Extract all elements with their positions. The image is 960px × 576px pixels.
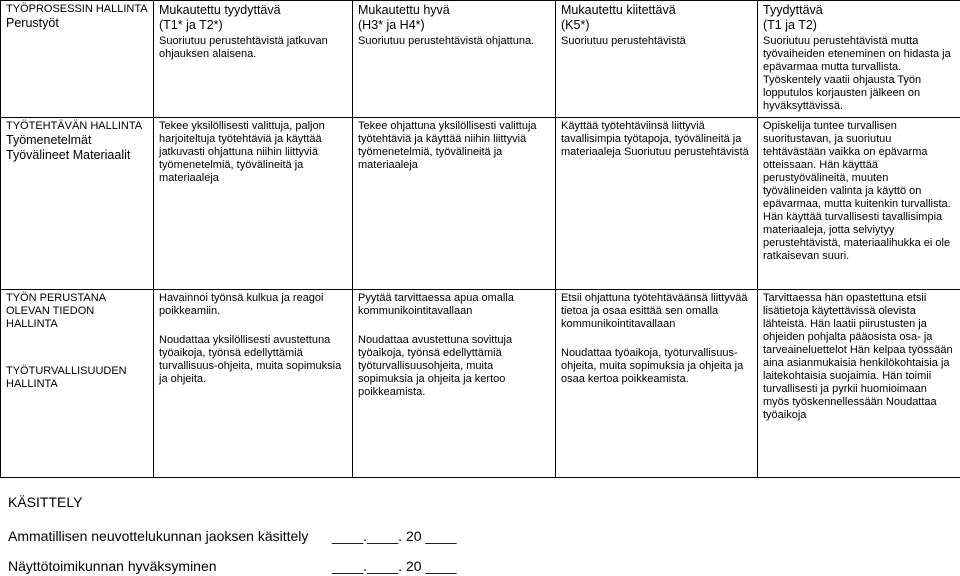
column-description: Suoriutuu perustehtävistä mutta työvaiheiden eteneminen on hidasta ja epävarmaa mutta turvallista. Työskentely vaatii ohjausta Työn lopputulos korjausten jälkeen on hyväksyttävissä. — [763, 35, 951, 112]
table-cell — [154, 290, 353, 478]
cell-text-knowledge: Pyytää tarvittaessa apua omalla kommunikointitavallaan — [358, 292, 514, 317]
column-level: (K5*) — [561, 18, 590, 32]
table-cell — [556, 290, 758, 478]
column-description: Suoriutuu perustehtävistä ohjattuna. — [358, 35, 535, 47]
column-title: Mukautettu tyydyttävä — [159, 3, 281, 17]
row-title: TYÖN PERUSTANA OLEVAN TIEDON HALLINTA — [6, 292, 106, 330]
row-title-secondary: TYÖTURVALLISUUDEN HALLINTA — [6, 365, 127, 390]
section-title-cell — [1, 1, 154, 118]
table-cell — [758, 290, 960, 478]
cell-text-safety: Noudattaa yksilöllisesti avustettuna työaikoja, työnsä edellyttämiä turvallisuus-ohjeita, muita sopimuksia ja ohjeita. — [159, 334, 342, 385]
section-title: TYÖPROSESSIN HALLINTA — [6, 3, 148, 15]
table-cell: Käyttää työtehtäviinsä liittyviä tavallisimpia työtapoja, työvälineitä ja materiaaleja Suoriutuu perustehtävistä — [556, 118, 758, 290]
footer-heading: KÄSITTELY — [8, 494, 83, 510]
approval-label-committee: Ammatillisen neuvottelukunnan jaoksen käsittely — [8, 528, 309, 544]
column-title: Mukautettu hyvä — [358, 3, 450, 17]
table-row — [1, 118, 960, 290]
cell-text-knowledge: Havainnoi työnsä kulkua ja reagoi poikkeamiin. — [159, 292, 324, 317]
table-cell: Opiskelija tuntee turvallisen suoritustavan, ja suoriutuu tehtävästään vaikka on epävarma otteissaan. Hän käyttää perustyövälineitä, muuten työvälineiden valinta ja käyttö on epävarmaa, mutta kuitenkin turvallista. Hän käyttää turvallisesti tavallisimpia materiaaleja, jotta selviytyy perustehtävistä, materiaalihukka ei ole ratkaisevan suuri. — [758, 118, 960, 290]
row-title-cell — [1, 290, 154, 478]
column-title: Mukautettu kiitettävä — [561, 3, 676, 17]
column-header-mukautettu-kiitettava — [556, 1, 758, 118]
cell-text-knowledge: Tarvittaessa hän opastettuna etsii lisätietoja käytettävissä olevista lähteistä. Hän laatii piirustusten ja ohjeiden pohjalta pääosista osa- ja tarveaineluettelot Hän kelpaa työssään aina asianmukaisia henkilökohtaisia ja laitekohtaisia suojaimia. Hän toimii turvallisesti ja pyrkii huomioimaan myös työskennellessään Noudattaa työaikoja — [763, 292, 953, 421]
table-row — [1, 290, 960, 478]
date-field-committee[interactable]: ____.____. 20 ____ — [332, 528, 457, 544]
date-field-board[interactable]: ____.____. 20 ____ — [332, 558, 457, 574]
approval-label-board: Näyttötoimikunnan hyväksyminen — [8, 558, 217, 574]
row-title: TYÖTEHTÄVÄN HALLINTA — [6, 120, 143, 132]
cell-text-knowledge: Etsii ohjattuna työtehtäväänsä liittyvää tietoa ja osaa esittää sen omalla kommunikointitavallaan — [561, 292, 748, 330]
section-subtitle: Perustyöt — [6, 16, 59, 30]
column-header-mukautettu-tyydyttava — [154, 1, 353, 118]
column-title: Tyydyttävä — [763, 3, 823, 17]
table-cell — [353, 290, 556, 478]
column-level: (H3* ja H4*) — [358, 18, 425, 32]
row-title-cell — [1, 118, 154, 290]
column-header-mukautettu-hyva — [353, 1, 556, 118]
column-level: (T1* ja T2*) — [159, 18, 223, 32]
cell-text-safety: Noudattaa työaikoja, työturvallisuus-ohjeita, muita sopimuksia ja ohjeita ja osaa kertoa poikkeamista. — [561, 347, 744, 385]
column-description: Suoriutuu perustehtävistä — [561, 35, 686, 47]
cell-text-safety: Noudattaa avustettuna sovittuja työaikoja, työnsä edellyttämiä työturvallisuusohjeita, muita sopimuksia ja ohjeita ja kertoo poikkeamista. — [358, 334, 513, 398]
column-description: Suoriutuu perustehtävistä jatkuvan ohjauksen alaisena. — [159, 35, 328, 60]
column-header-tyydyttava — [758, 1, 960, 118]
header-row — [1, 1, 960, 118]
column-level: (T1 ja T2) — [763, 18, 817, 32]
table-cell: Tekee yksilöllisesti valittuja, paljon harjoiteltuja työtehtäviä ja käyttää jatkuvasti ohjattuna niihin liittyviä työmenetelmiä, työvälineitä ja materiaaleja — [154, 118, 353, 290]
table-cell: Tekee ohjattuna yksilöllisesti valittuja työtehtäviä ja käyttää niihin liittyviä työmenetelmiä, työvälineitä ja materiaaleja — [353, 118, 556, 290]
row-subtitle: Työmenetelmät Työvälineet Materiaalit — [6, 133, 131, 162]
